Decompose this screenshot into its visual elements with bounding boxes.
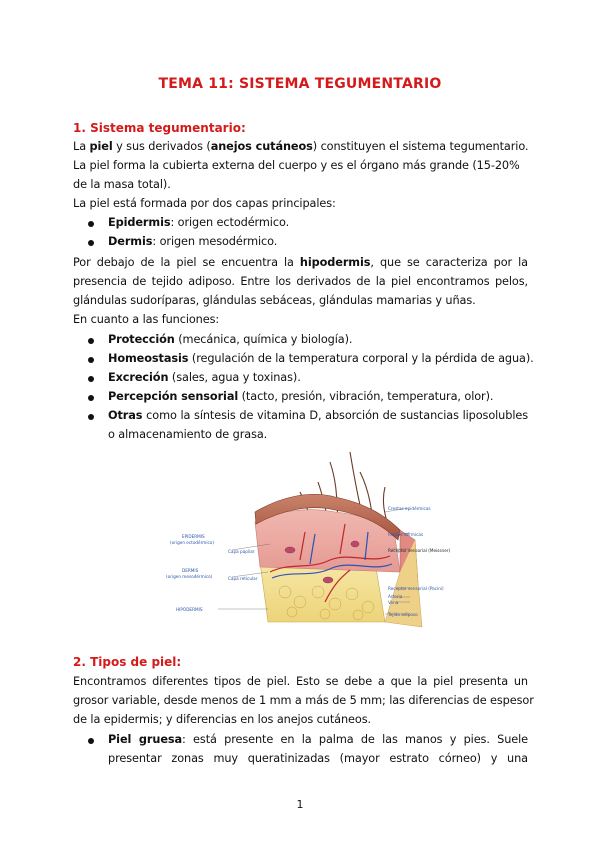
- list-item-dermis: Dermis: origen mesodérmico.: [108, 235, 278, 248]
- label-vena: Vena: [388, 600, 399, 605]
- document-title: TEMA 11: SISTEMA TEGUMENTARIO: [158, 76, 442, 92]
- paragraph-line: glándulas sudoríparas, glándulas sebáceas, glándulas mamarias y uñas.: [73, 294, 476, 307]
- label-arteria: Arteria: [388, 594, 403, 599]
- label-epidermis: EPIDERMIS: [182, 534, 205, 539]
- bullet-dot: [88, 395, 94, 401]
- bullet-dot: [88, 221, 94, 227]
- section-1-heading: 1. Sistema tegumentario:: [73, 121, 246, 135]
- paragraph-line: de la epidermis; y diferencias en los anejos cutáneos.: [73, 713, 371, 726]
- label-receptor-pacini: Receptor sensorial (Pacini): [388, 586, 444, 591]
- paragraph-line: Encontramos diferentes tipos de piel. Esto se debe a que la piel presenta un: [73, 675, 528, 688]
- paragraph-line: grosor variable, desde menos de 1 mm a más de 5 mm; las diferencias de espesor: [73, 694, 534, 707]
- bullet-dot: [88, 376, 94, 382]
- label-crestas: Crestas epidérmicas: [388, 506, 431, 511]
- paragraph-line: La piel y sus derivados (anejos cutáneos) constituyen el sistema tegumentario.: [73, 140, 529, 153]
- label-capa-reticular: Capa reticular: [228, 576, 258, 581]
- list-item-function: Homeostasis (regulación de la temperatura corporal y la pérdida de agua).: [108, 352, 534, 365]
- bullet-dot: [88, 738, 94, 744]
- list-item-function: Excreción (sales, agua y toxinas).: [108, 371, 301, 384]
- label-hipodermis: HIPODERMIS: [176, 607, 203, 612]
- list-item-continuation: presentar zonas muy queratinizadas (mayor estrato córneo) y una: [108, 752, 528, 765]
- bullet-dot: [88, 338, 94, 344]
- list-item-epidermis: Epidermis: origen ectodérmico.: [108, 216, 290, 229]
- list-item-piel-gruesa: Piel gruesa: está presente en la palma de las manos y pies. Suele: [108, 733, 529, 746]
- list-item-function: Percepción sensorial (tacto, presión, vibración, temperatura, olor).: [108, 390, 494, 403]
- list-item-function: Otras como la síntesis de vitamina D, absorción de sustancias liposolubles: [108, 409, 528, 422]
- paragraph-line: presencia de tejido adiposo. Entre los derivados de la piel encontramos pelos,: [73, 275, 528, 288]
- section-2-heading: 2. Tipos de piel:: [73, 655, 182, 669]
- bullet-dot: [88, 240, 94, 246]
- label-receptor-meissner: Receptor sensorial (Meissner): [388, 548, 451, 553]
- label-dermis-sub: (origen mesodérmico): [166, 574, 213, 579]
- label-papilas: Papilas dérmicas: [388, 532, 424, 537]
- bullet-dot: [88, 357, 94, 363]
- label-capa-papilar: Capa papilar: [228, 549, 255, 554]
- page-number: 1: [296, 798, 304, 811]
- paragraph-line: Por debajo de la piel se encuentra la hipodermis, que se caracteriza por la: [73, 256, 528, 269]
- bullet-dot: [88, 414, 94, 420]
- label-tejido: Tejido adiposo: [388, 612, 418, 617]
- label-epidermis-sub: (origen ectodérmico): [170, 540, 215, 545]
- skin-diagram: [160, 452, 460, 630]
- label-dermis: DERMIS: [182, 568, 199, 573]
- paragraph-line: La piel está formada por dos capas principales:: [73, 197, 336, 210]
- paragraph-line: La piel forma la cubierta externa del cuerpo y es el órgano más grande (15-20%: [73, 159, 520, 172]
- list-item-function: Protección (mecánica, química y biología).: [108, 333, 353, 346]
- paragraph-line: de la masa total).: [73, 178, 171, 191]
- list-item-continuation: o almacenamiento de grasa.: [108, 428, 268, 441]
- paragraph-line: En cuanto a las funciones:: [73, 313, 220, 326]
